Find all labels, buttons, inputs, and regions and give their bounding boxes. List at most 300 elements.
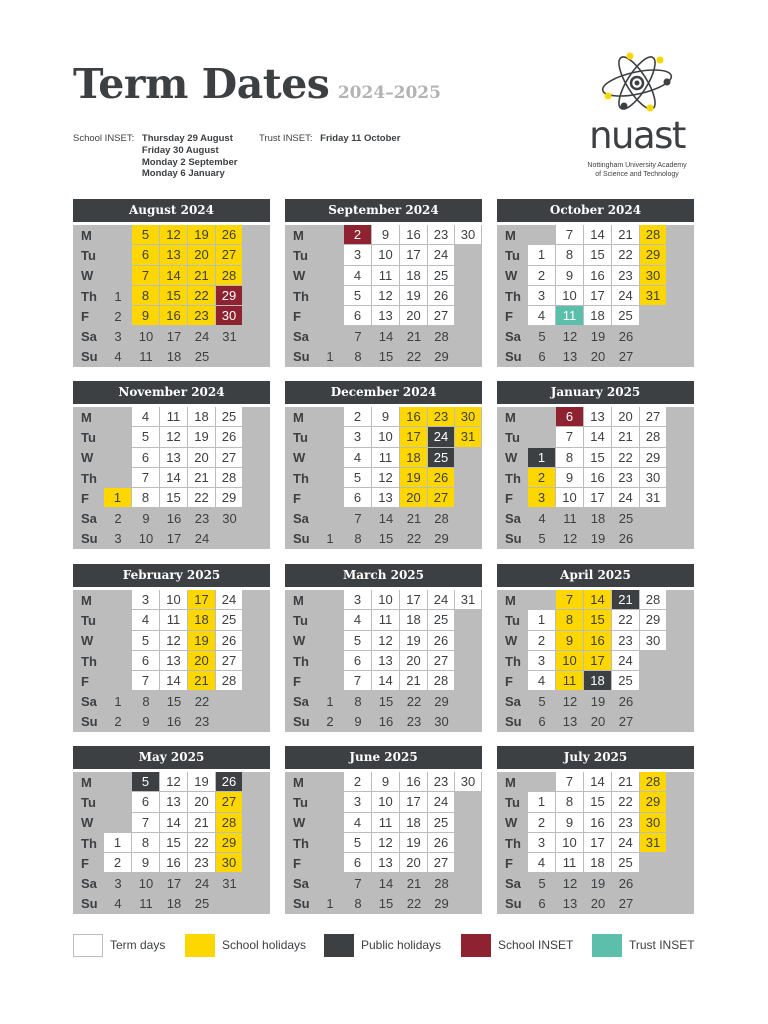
- date-cell: 3: [344, 590, 372, 610]
- date-cell: 8: [556, 792, 584, 812]
- empty-cell: [243, 326, 270, 346]
- day-label: M: [81, 774, 92, 790]
- date-cell: 5: [528, 326, 556, 346]
- date-cell: 25: [612, 853, 640, 873]
- date-cell: 15: [584, 245, 612, 265]
- date-cell: 15: [584, 792, 612, 812]
- day-label: W: [293, 815, 306, 831]
- legend-label: Term days: [110, 938, 166, 952]
- day-label: M: [505, 774, 516, 790]
- day-label: Tu: [81, 612, 96, 628]
- date-cell: 11: [372, 448, 400, 468]
- date-cell: 27: [612, 894, 640, 914]
- date-cell: 20: [584, 894, 612, 914]
- day-label: Su: [505, 896, 522, 912]
- empty-cell: [216, 347, 243, 367]
- day-label: Sa: [505, 511, 521, 527]
- date-cell: 21: [612, 590, 640, 610]
- date-cell: 24: [188, 529, 216, 549]
- date-cell: 27: [428, 488, 455, 508]
- date-cell: 22: [400, 691, 428, 711]
- date-cell: 12: [556, 691, 584, 711]
- month-grid: [73, 407, 270, 549]
- legend-item-term: [73, 932, 165, 958]
- atom-icon: [600, 52, 674, 114]
- day-label: W: [505, 633, 518, 649]
- empty-cell: [455, 610, 482, 630]
- date-cell: 5: [132, 772, 160, 792]
- date-cell: 6: [344, 651, 372, 671]
- legend-swatch: [73, 934, 103, 957]
- date-cell: 3: [528, 286, 556, 306]
- empty-cell: [667, 529, 694, 549]
- date-cell: 25: [188, 894, 216, 914]
- school-inset-date: Friday 30 August: [141, 144, 219, 156]
- date-cell: 22: [400, 894, 428, 914]
- day-label: Su: [505, 531, 522, 547]
- date-cell: 19: [584, 873, 612, 893]
- day-label: M: [293, 592, 304, 608]
- empty-cell: [455, 631, 482, 651]
- date-cell: 26: [612, 326, 640, 346]
- empty-cell: [667, 813, 694, 833]
- date-cell: 14: [160, 266, 188, 286]
- date-cell: 9: [556, 468, 584, 488]
- date-cell: 25: [612, 671, 640, 691]
- date-cell: 25: [428, 610, 455, 630]
- empty-cell: [243, 508, 270, 528]
- empty-cell: [528, 772, 556, 792]
- empty-cell: [316, 772, 344, 792]
- day-label: Sa: [81, 511, 97, 527]
- date-cell: 31: [455, 590, 482, 610]
- day-label: Tu: [81, 794, 96, 810]
- date-cell: 21: [612, 225, 640, 245]
- date-cell: 9: [132, 712, 160, 732]
- date-cell: 30: [216, 508, 243, 528]
- date-cell: 2: [316, 712, 344, 732]
- empty-cell: [455, 266, 482, 286]
- day-label: Tu: [81, 429, 96, 445]
- date-cell: 20: [612, 407, 640, 427]
- date-cell: 22: [188, 286, 216, 306]
- date-cell: 28: [428, 671, 455, 691]
- date-cell: 19: [188, 225, 216, 245]
- date-cell: 30: [455, 407, 482, 427]
- date-cell: 10: [372, 245, 400, 265]
- day-label: F: [81, 673, 89, 689]
- date-cell: 5: [344, 286, 372, 306]
- day-label: Th: [81, 288, 97, 304]
- month-calendar: [73, 199, 270, 367]
- day-label: Su: [293, 531, 310, 547]
- date-cell: 15: [372, 529, 400, 549]
- date-cell: 15: [372, 691, 400, 711]
- empty-cell: [455, 529, 482, 549]
- title-year: 2024–2025: [337, 83, 441, 103]
- empty-cell: [640, 529, 667, 549]
- date-cell: 9: [556, 631, 584, 651]
- empty-cell: [667, 245, 694, 265]
- empty-cell: [316, 631, 344, 651]
- empty-cell: [667, 508, 694, 528]
- date-cell: 12: [372, 631, 400, 651]
- legend: [0, 932, 768, 958]
- empty-cell: [667, 691, 694, 711]
- date-cell: 7: [344, 873, 372, 893]
- day-label: Th: [505, 835, 521, 851]
- empty-cell: [667, 286, 694, 306]
- date-cell: 30: [640, 468, 667, 488]
- date-cell: 7: [344, 671, 372, 691]
- date-cell: 26: [216, 427, 243, 447]
- empty-cell: [667, 873, 694, 893]
- day-label: Sa: [293, 329, 309, 345]
- date-cell: 7: [132, 266, 160, 286]
- date-cell: 9: [344, 712, 372, 732]
- school-inset-dates: [142, 133, 238, 180]
- date-cell: 12: [372, 286, 400, 306]
- date-cell: 25: [428, 813, 455, 833]
- date-cell: 30: [455, 772, 482, 792]
- empty-cell: [316, 306, 344, 326]
- date-cell: 17: [188, 590, 216, 610]
- empty-cell: [667, 407, 694, 427]
- date-cell: 5: [132, 631, 160, 651]
- month-calendar: [73, 564, 270, 732]
- date-cell: 23: [612, 468, 640, 488]
- empty-cell: [316, 225, 344, 245]
- empty-cell: [104, 225, 132, 245]
- month-title: March 2025: [285, 564, 482, 587]
- empty-cell: [455, 245, 482, 265]
- empty-cell: [243, 427, 270, 447]
- day-label: Sa: [293, 876, 309, 892]
- date-cell: 6: [132, 448, 160, 468]
- date-cell: 11: [556, 671, 584, 691]
- date-cell: 17: [400, 245, 428, 265]
- month-title: June 2025: [285, 746, 482, 769]
- date-cell: 21: [400, 326, 428, 346]
- date-cell: 1: [316, 347, 344, 367]
- day-label: W: [505, 815, 518, 831]
- empty-cell: [243, 347, 270, 367]
- date-cell: 7: [132, 671, 160, 691]
- date-cell: 1: [316, 894, 344, 914]
- date-cell: 17: [160, 529, 188, 549]
- day-label: M: [293, 409, 304, 425]
- date-cell: 10: [132, 326, 160, 346]
- date-cell: 13: [160, 245, 188, 265]
- empty-cell: [104, 631, 132, 651]
- date-cell: 6: [556, 407, 584, 427]
- date-cell: 16: [400, 772, 428, 792]
- date-cell: 27: [428, 853, 455, 873]
- date-cell: 16: [584, 813, 612, 833]
- date-cell: 8: [344, 894, 372, 914]
- empty-cell: [640, 691, 667, 711]
- date-cell: 21: [400, 508, 428, 528]
- date-cell: 27: [612, 712, 640, 732]
- date-cell: 18: [400, 266, 428, 286]
- date-cell: 14: [372, 873, 400, 893]
- empty-cell: [455, 792, 482, 812]
- empty-cell: [667, 266, 694, 286]
- date-cell: 2: [528, 468, 556, 488]
- empty-cell: [528, 225, 556, 245]
- date-cell: 1: [316, 691, 344, 711]
- date-cell: 10: [372, 427, 400, 447]
- day-label: M: [505, 592, 516, 608]
- date-cell: 7: [556, 772, 584, 792]
- day-label: Sa: [505, 329, 521, 345]
- date-cell: 18: [160, 894, 188, 914]
- date-cell: 8: [132, 488, 160, 508]
- date-cell: 4: [132, 407, 160, 427]
- empty-cell: [667, 225, 694, 245]
- date-cell: 29: [216, 833, 243, 853]
- date-cell: 19: [400, 631, 428, 651]
- month-grid: [285, 772, 482, 914]
- date-cell: 22: [612, 245, 640, 265]
- date-cell: 24: [428, 792, 455, 812]
- date-cell: 8: [132, 286, 160, 306]
- date-cell: 27: [216, 245, 243, 265]
- day-label: Su: [81, 896, 98, 912]
- date-cell: 24: [612, 833, 640, 853]
- date-cell: 24: [188, 873, 216, 893]
- date-cell: 24: [612, 651, 640, 671]
- empty-cell: [104, 792, 132, 812]
- trust-inset-info: [259, 133, 400, 145]
- date-cell: 1: [104, 488, 132, 508]
- date-cell: 12: [556, 529, 584, 549]
- date-cell: 29: [216, 488, 243, 508]
- empty-cell: [243, 691, 270, 711]
- date-cell: 18: [160, 347, 188, 367]
- empty-cell: [640, 671, 667, 691]
- date-cell: 6: [344, 488, 372, 508]
- date-cell: 14: [584, 590, 612, 610]
- trust-inset-label: Trust INSET:: [259, 133, 313, 144]
- date-cell: 17: [400, 792, 428, 812]
- date-cell: 28: [428, 873, 455, 893]
- date-cell: 10: [132, 873, 160, 893]
- empty-cell: [104, 245, 132, 265]
- day-label: Sa: [505, 694, 521, 710]
- date-cell: 27: [612, 347, 640, 367]
- day-label: Su: [81, 531, 98, 547]
- date-cell: 25: [428, 448, 455, 468]
- empty-cell: [243, 245, 270, 265]
- date-cell: 23: [428, 772, 455, 792]
- empty-cell: [243, 225, 270, 245]
- date-cell: 29: [428, 691, 455, 711]
- empty-cell: [104, 427, 132, 447]
- date-cell: 17: [584, 488, 612, 508]
- month-grid: [497, 407, 694, 549]
- date-cell: 11: [132, 347, 160, 367]
- empty-cell: [667, 326, 694, 346]
- month-calendar: [285, 564, 482, 732]
- day-label: F: [293, 855, 301, 871]
- month-grid: [285, 407, 482, 549]
- month-grid: [73, 772, 270, 914]
- date-cell: 12: [160, 772, 188, 792]
- month-title: November 2024: [73, 381, 270, 404]
- date-cell: 1: [528, 245, 556, 265]
- empty-cell: [455, 671, 482, 691]
- empty-cell: [216, 712, 243, 732]
- empty-cell: [316, 266, 344, 286]
- month-calendar: [73, 381, 270, 549]
- date-cell: 3: [104, 873, 132, 893]
- day-label: F: [293, 490, 301, 506]
- empty-cell: [104, 468, 132, 488]
- date-cell: 28: [640, 225, 667, 245]
- date-cell: 21: [188, 266, 216, 286]
- date-cell: 12: [160, 427, 188, 447]
- date-cell: 29: [640, 610, 667, 630]
- day-label: Th: [293, 653, 309, 669]
- day-label: Su: [293, 896, 310, 912]
- legend-swatch: [324, 934, 354, 957]
- day-label: M: [293, 227, 304, 243]
- date-cell: 26: [216, 631, 243, 651]
- date-cell: 4: [344, 448, 372, 468]
- nuast-logo: [578, 52, 696, 182]
- date-cell: 4: [528, 671, 556, 691]
- date-cell: 13: [372, 306, 400, 326]
- school-inset-date: Monday 2 September: [141, 156, 238, 168]
- date-cell: 29: [640, 245, 667, 265]
- day-label: Th: [81, 835, 97, 851]
- legend-item-trust-inset: [592, 932, 695, 958]
- day-label: Sa: [293, 511, 309, 527]
- date-cell: 30: [455, 225, 482, 245]
- month-title: May 2025: [73, 746, 270, 769]
- empty-cell: [243, 873, 270, 893]
- empty-cell: [667, 468, 694, 488]
- empty-cell: [316, 651, 344, 671]
- date-cell: 23: [188, 853, 216, 873]
- empty-cell: [640, 306, 667, 326]
- empty-cell: [667, 590, 694, 610]
- date-cell: 22: [612, 448, 640, 468]
- date-cell: 16: [584, 631, 612, 651]
- empty-cell: [243, 590, 270, 610]
- legend-label: School holidays: [222, 938, 307, 952]
- date-cell: 4: [344, 266, 372, 286]
- day-label: Th: [505, 470, 521, 486]
- date-cell: 9: [372, 772, 400, 792]
- date-cell: 31: [640, 833, 667, 853]
- date-cell: 29: [216, 286, 243, 306]
- empty-cell: [455, 326, 482, 346]
- empty-cell: [667, 833, 694, 853]
- date-cell: 6: [528, 894, 556, 914]
- date-cell: 23: [612, 813, 640, 833]
- date-cell: 30: [640, 631, 667, 651]
- empty-cell: [316, 448, 344, 468]
- date-cell: 13: [160, 651, 188, 671]
- day-label: Su: [81, 349, 98, 365]
- day-label: Th: [293, 835, 309, 851]
- empty-cell: [667, 894, 694, 914]
- date-cell: 14: [160, 671, 188, 691]
- day-label: Th: [505, 653, 521, 669]
- empty-cell: [455, 873, 482, 893]
- empty-cell: [528, 427, 556, 447]
- date-cell: 27: [216, 651, 243, 671]
- logo-subtitle: [578, 161, 696, 179]
- day-label: Sa: [81, 694, 97, 710]
- day-label: F: [81, 855, 89, 871]
- empty-cell: [667, 488, 694, 508]
- date-cell: 6: [132, 792, 160, 812]
- date-cell: 4: [344, 813, 372, 833]
- empty-cell: [640, 894, 667, 914]
- date-cell: 19: [400, 468, 428, 488]
- date-cell: 21: [188, 813, 216, 833]
- date-cell: 15: [372, 894, 400, 914]
- logo-subtitle-line: of Science and Technology: [595, 171, 679, 178]
- date-cell: 19: [400, 833, 428, 853]
- day-label: F: [81, 308, 89, 324]
- date-cell: 8: [344, 529, 372, 549]
- date-cell: 10: [556, 833, 584, 853]
- date-cell: 20: [188, 448, 216, 468]
- date-cell: 26: [216, 772, 243, 792]
- empty-cell: [528, 407, 556, 427]
- date-cell: 1: [104, 691, 132, 711]
- date-cell: 28: [428, 326, 455, 346]
- date-cell: 3: [132, 590, 160, 610]
- empty-cell: [243, 853, 270, 873]
- day-label: Sa: [81, 329, 97, 345]
- date-cell: 3: [528, 833, 556, 853]
- date-cell: 13: [372, 853, 400, 873]
- day-label: Su: [293, 714, 310, 730]
- day-label: F: [505, 855, 513, 871]
- date-cell: 26: [428, 468, 455, 488]
- date-cell: 15: [160, 286, 188, 306]
- date-cell: 7: [556, 225, 584, 245]
- date-cell: 21: [612, 427, 640, 447]
- day-label: F: [505, 673, 513, 689]
- empty-cell: [243, 529, 270, 549]
- date-cell: 17: [400, 427, 428, 447]
- legend-swatch: [185, 934, 215, 957]
- empty-cell: [667, 712, 694, 732]
- day-label: M: [81, 227, 92, 243]
- date-cell: 11: [132, 894, 160, 914]
- date-cell: 30: [640, 813, 667, 833]
- date-cell: 8: [344, 691, 372, 711]
- date-cell: 5: [528, 529, 556, 549]
- date-cell: 24: [428, 245, 455, 265]
- trust-inset-dates: [320, 133, 400, 145]
- date-cell: 17: [584, 286, 612, 306]
- empty-cell: [104, 651, 132, 671]
- empty-cell: [667, 631, 694, 651]
- date-cell: 31: [640, 488, 667, 508]
- date-cell: 9: [556, 266, 584, 286]
- day-label: F: [505, 490, 513, 506]
- date-cell: 29: [428, 529, 455, 549]
- empty-cell: [455, 488, 482, 508]
- date-cell: 20: [400, 306, 428, 326]
